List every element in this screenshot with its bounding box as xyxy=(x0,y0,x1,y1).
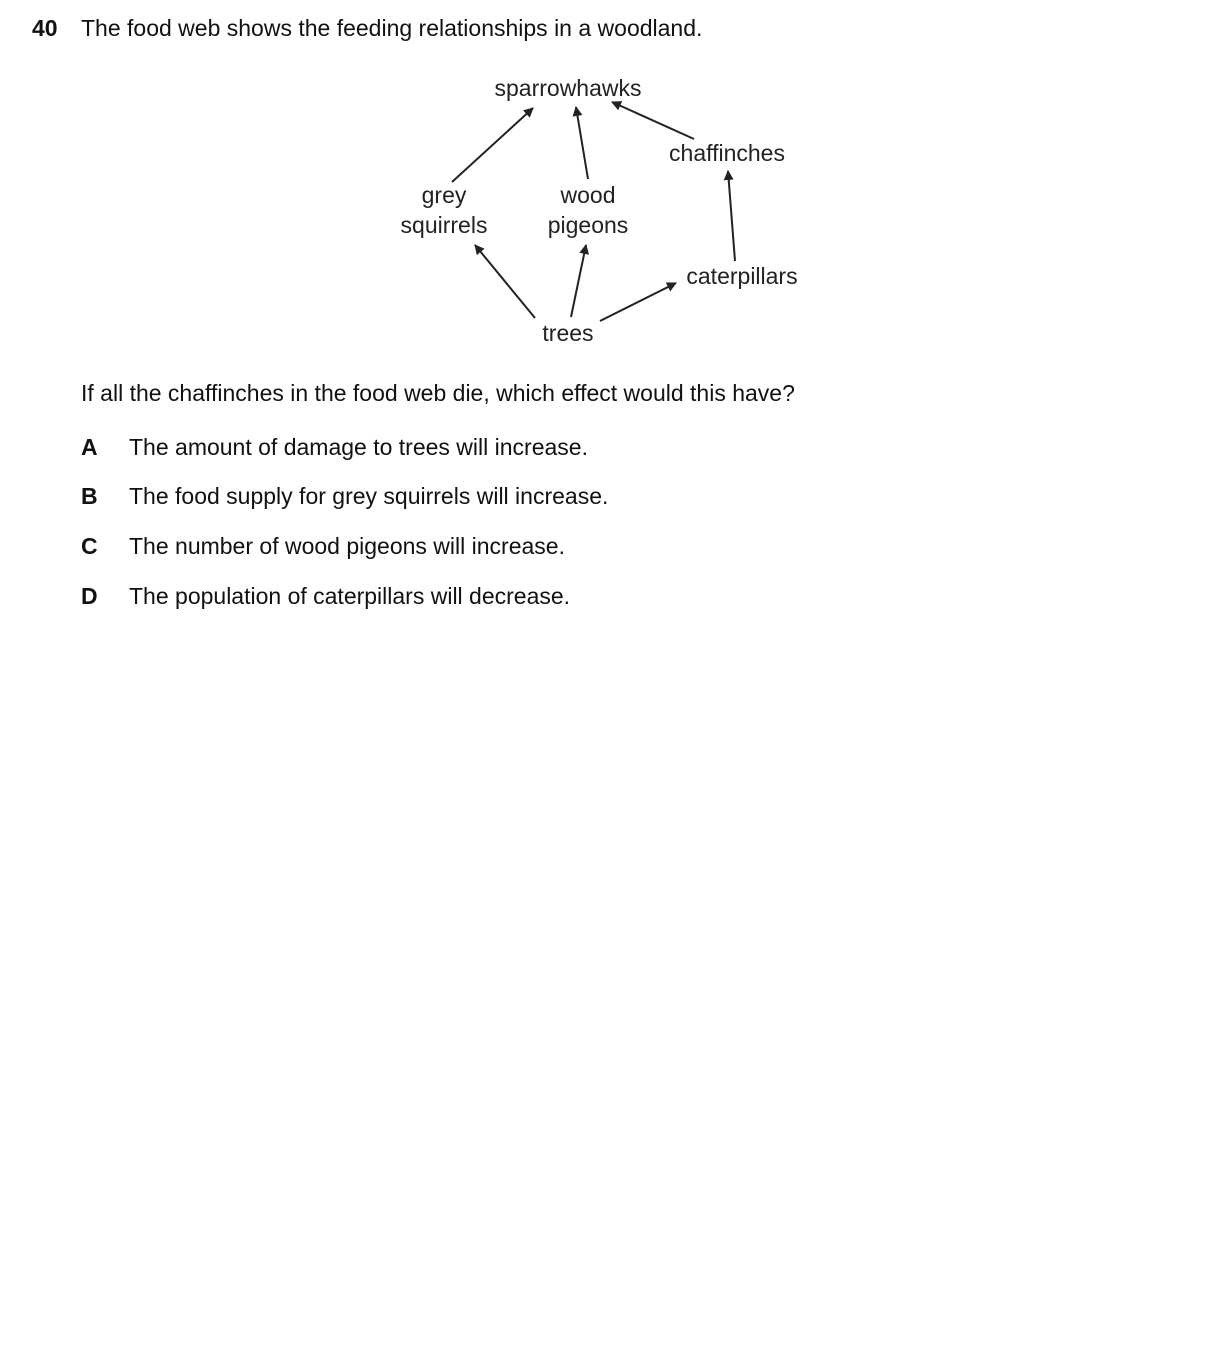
chaffinches-label: chaffinches xyxy=(669,140,785,166)
arrow-trees-to-wood-pigeons xyxy=(571,245,586,317)
option-c-text: The number of wood pigeons will increase. xyxy=(129,533,565,559)
option-a-letter: A xyxy=(81,434,98,460)
arrow-grey-squirrels-to-sparrowhawks xyxy=(452,108,533,182)
question-stem: The food web shows the feeding relationships in a woodland. xyxy=(81,15,703,41)
option-c-letter: C xyxy=(81,533,98,559)
wood-pigeons-label-line1: wood xyxy=(560,182,616,208)
sparrowhawks-label: sparrowhawks xyxy=(494,75,642,101)
option-b-text: The food supply for grey squirrels will increase. xyxy=(129,483,609,509)
option-d-letter: D xyxy=(81,583,98,609)
arrow-caterpillars-to-chaffinches xyxy=(728,171,735,261)
option-d-text: The population of caterpillars will decrease. xyxy=(129,583,571,609)
arrow-wood-pigeons-to-sparrowhawks xyxy=(576,107,588,179)
question-number: 40 xyxy=(32,15,58,41)
arrow-trees-to-grey-squirrels xyxy=(475,245,535,318)
trees-label: trees xyxy=(542,320,594,346)
grey-squirrels-label-line2: squirrels xyxy=(400,212,488,238)
grey-squirrels-label-line1: grey xyxy=(421,182,467,208)
arrow-trees-to-caterpillars xyxy=(600,283,676,321)
arrow-chaffinches-to-sparrowhawks xyxy=(612,102,694,139)
question-prompt: If all the chaffinches in the food web die, which effect would this have? xyxy=(81,380,795,406)
option-b-letter: B xyxy=(81,483,98,509)
food-web-diagram xyxy=(0,0,1209,360)
option-a-text: The amount of damage to trees will increase. xyxy=(129,434,588,460)
wood-pigeons-label-line2: pigeons xyxy=(547,212,629,238)
caterpillars-label: caterpillars xyxy=(686,263,798,289)
